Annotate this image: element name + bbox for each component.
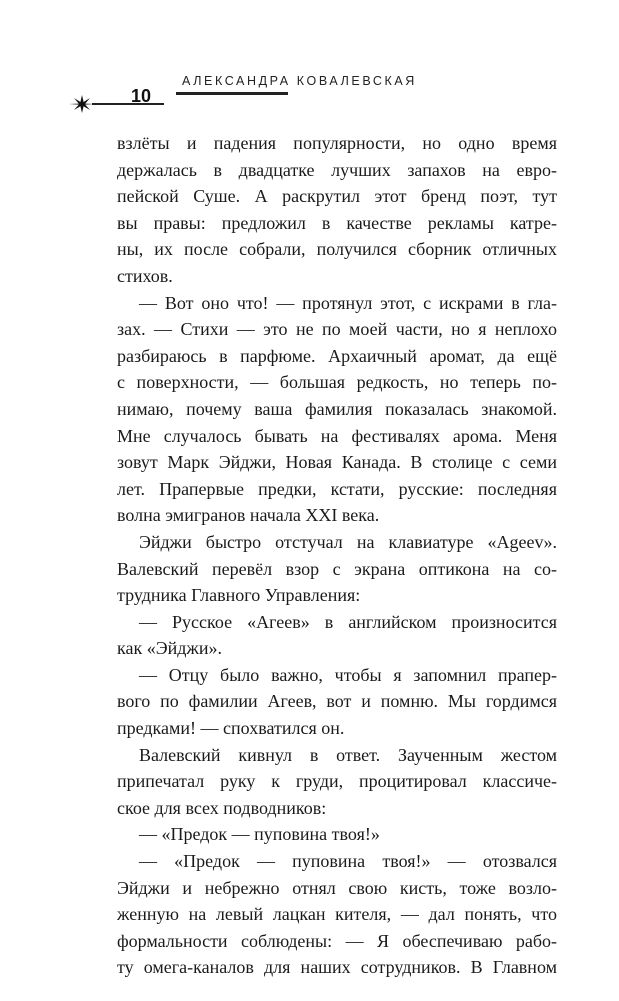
text-line: — «Предок — пуповина твоя!» <box>139 824 380 845</box>
text-line: лет. Прапервые предки, кстати, русские: последняя <box>117 478 557 499</box>
text-line: волна эмигранов начала XXI века. <box>117 505 380 526</box>
text-line: Эйджи быстро отстучал на клавиатуре «Ageev». <box>139 531 557 552</box>
text-line: нимаю, почему ваша фамилия показалась знакомой. <box>117 398 557 419</box>
text-line: — Отцу было важно, чтобы я запомнил прапер- <box>139 664 557 685</box>
text-line: как «Эйджи». <box>117 638 222 659</box>
text-line: — Вот оно что! — протянул этот, с искрами в гла- <box>139 292 557 313</box>
text-line: Эйджи и небрежно отнял свою кисть, тоже возло- <box>117 877 557 898</box>
text-line: Валевский кивнул в ответ. Заученным жестом <box>139 744 557 765</box>
text-line: женную на левый лацкан кителя, — дал понять, что <box>117 904 557 925</box>
text-line: Мне случалось бывать на фестивалях арома. Меня <box>117 425 557 446</box>
text-line: взлёты и падения популярности, но одно время <box>117 133 557 153</box>
text-line: зовут Марк Эйджи, Новая Канада. В столице с семи <box>117 452 557 473</box>
text-line: ны, их после собрали, получился сборник отличных <box>117 239 557 260</box>
header-rule-left <box>92 103 164 105</box>
text-line: разбираюсь в парфюме. Архаичный аромат, да ещё <box>117 345 557 366</box>
text-line: стихов. <box>117 265 173 286</box>
text-line: с поверхности, — большая редкость, но теперь по- <box>117 372 557 393</box>
text-line: пейской Суше. А раскрутил этот бренд поэт, тут <box>117 186 557 207</box>
text-line: вого по фамилии Агеев, вот и помню. Мы гордимся <box>117 691 557 712</box>
text-line: припечатал руку к груди, процитировал классиче- <box>117 771 557 792</box>
text-line: формальности соблюдены: — Я обеспечиваю рабо- <box>117 930 557 951</box>
text-line: держалась в двадцатке лучших запахов на евро- <box>117 159 557 180</box>
running-title: АЛЕКСАНДРА КОВАЛЕВСКАЯ <box>182 74 417 88</box>
text-line: — Русское «Агеев» в английском произносится <box>139 611 557 632</box>
body-text <box>117 130 557 981</box>
page-number: 10 <box>131 86 152 106</box>
text-line: зах. — Стихи — это не по моей части, но я неплохо <box>117 319 557 340</box>
page-header <box>0 72 619 112</box>
text-line: трудника Главного Управления: <box>117 585 361 606</box>
text-line: вы правы: предложил в качестве рекламы катре- <box>117 212 557 233</box>
text-line: ское для всех подводников: <box>117 797 327 818</box>
text-line: ту омега-каналов для наших сотрудников. В Главном <box>117 957 557 978</box>
header-rule <box>176 92 288 95</box>
text-line: Валевский перевёл взор с экрана оптикона на со- <box>117 558 557 579</box>
text-line: — «Предок — пуповина твоя!» — отозвался <box>139 851 557 872</box>
text-line: предками! — спохватился он. <box>117 718 345 739</box>
